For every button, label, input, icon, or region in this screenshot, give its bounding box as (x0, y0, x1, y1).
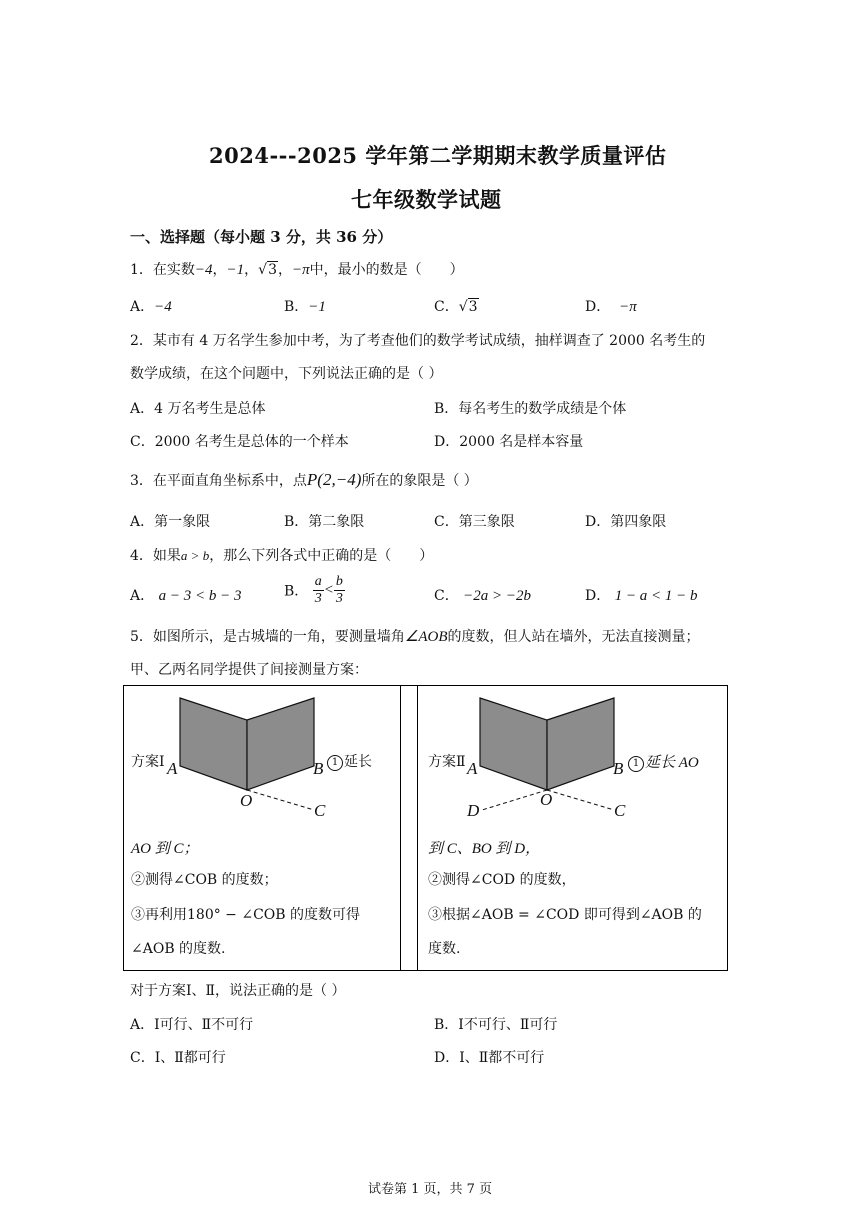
plan1-step1: 1 延长 (327, 751, 372, 771)
q5-option-c[interactable]: C．Ⅰ、Ⅱ都可行 (130, 1050, 226, 1066)
q1-prefix: 1．在实数 (130, 262, 195, 278)
plan2-wall-right (547, 698, 614, 790)
plan1-title: 方案Ⅰ (131, 754, 165, 770)
exam-title: 2024---2025 学年第二学期期末教学质量评估 (209, 143, 667, 168)
plan2-extension-oc (547, 790, 614, 810)
q5-option-b[interactable]: B．Ⅰ不可行、Ⅱ可行 (434, 1017, 558, 1033)
plan2-label-a: A (467, 759, 478, 778)
q2-option-c[interactable]: C．2000 名考生是总体的一个样本 (130, 434, 349, 450)
q3-option-b[interactable]: B．第二象限 (284, 514, 365, 530)
q1-suffix: 中，最小的数是（ ） (309, 262, 464, 278)
q4-option-d[interactable]: D． 1 − a < 1 − b (585, 588, 698, 604)
section-heading: 一、选择题（每小题 3 分，共 36 分） (130, 228, 393, 246)
plan1-label-a: A (167, 759, 178, 778)
plan1-label-o: O (240, 791, 253, 810)
plan2-label-d: D (467, 801, 480, 820)
q3-option-a[interactable]: A．第一象限 (130, 514, 211, 530)
q3-option-d[interactable]: D．第四象限 (585, 514, 667, 530)
plan1-step3: ③再利用180° − ∠COB 的度数可得 (131, 907, 361, 923)
table-divider-left (400, 685, 401, 970)
q4-condition: a > b (180, 548, 210, 563)
q5-option-d[interactable]: D．Ⅰ、Ⅱ都不可行 (434, 1050, 545, 1066)
plan2-title: 方案Ⅱ (428, 754, 466, 770)
question-5-line1: 5．如图所示，是古城墙的一角，要测量墙角∠AOB的度数，但人站在墙外，无法直接测量； (130, 629, 700, 645)
question-5-line2: 甲、乙两名同学提供了间接测量方案： (130, 662, 368, 678)
q3-point: P(2,−4) (306, 470, 362, 489)
q1-sqrt: √3 (258, 262, 278, 278)
q4-option-a[interactable]: A． a − 3 < b − 3 (130, 588, 242, 604)
plan1-wall-right (247, 698, 314, 790)
plan2-step1-cont: 到 C、BO 到 D， (428, 841, 541, 857)
exam-subtitle: 七年级数学试题 (351, 187, 502, 212)
plan1-step2: ②测得∠COB 的度数； (131, 872, 278, 888)
q1-option-a[interactable]: A．−4 (130, 299, 172, 315)
plan2-label-b: B (613, 759, 624, 778)
plan2-extension-od (482, 790, 547, 810)
plan2-wall-left (480, 698, 547, 790)
plan1-wall-left (180, 698, 247, 790)
q1-option-c[interactable]: C．√3 (434, 299, 478, 315)
plan1-step3-cont: ∠AOB 的度数. (131, 941, 226, 957)
plan1-step1-cont: AO 到 C； (131, 841, 199, 857)
q1-sqrt-value: 3 (268, 262, 278, 278)
plan2-label-o: O (540, 790, 553, 809)
q2-option-a[interactable]: A．4 万名考生是总体 (130, 401, 266, 417)
table-divider-right (417, 685, 418, 970)
q3-option-c[interactable]: C．第三象限 (434, 514, 515, 530)
q5-option-a[interactable]: A．Ⅰ可行、Ⅱ不可行 (130, 1017, 254, 1033)
q2-option-b[interactable]: B．每名考生的数学成绩是个体 (434, 401, 627, 417)
plan2-step3-cont: 度数. (428, 941, 461, 957)
q4-option-b[interactable]: B． $\frac{a}{3}$ < $\frac{b}{3}$ (284, 574, 343, 606)
plan2-step2: ②测得∠COD 的度数， (428, 872, 576, 888)
plan2-step1: 1 延长 AO (628, 751, 699, 772)
plan1-label-c: C (314, 801, 326, 820)
question-2-line1: 2．某市有 4 万名学生参加中考，为了考查他们的数学考试成绩，抽样调查了 2000 名考生的 (130, 333, 706, 349)
question-3: 3．在平面直角坐标系中，点P(2,−4)所在的象限是（ ） (130, 470, 478, 489)
q1-option-d[interactable]: D． −π (585, 299, 637, 315)
q1-num-2: −1 (226, 262, 245, 278)
q2-option-d[interactable]: D．2000 名是样本容量 (434, 434, 584, 450)
q1-option-b[interactable]: B．−1 (284, 299, 326, 315)
q4-option-c[interactable]: C． −2a > −2b (434, 588, 532, 604)
q1-num-4: −π (292, 262, 310, 278)
question-1: 1．在实数−4，−1，√3，−π中，最小的数是（ ） (130, 262, 464, 278)
plan2-step3: ③根据∠AOB = ∠COD 即可得到∠AOB 的 (428, 907, 702, 923)
question-4: 4．如果a > b，那么下列各式中正确的是（ ） (130, 548, 434, 564)
page-footer: 试卷第 1 页，共 7 页 (368, 1182, 493, 1197)
plan1-label-b: B (313, 759, 324, 778)
question-2-line2: 数学成绩，在这个问题中，下列说法正确的是（ ） (130, 366, 443, 382)
plan1-extension-line (247, 790, 314, 810)
plan2-label-c: C (614, 801, 626, 820)
question-5-prompt: 对于方案Ⅰ、Ⅱ，说法正确的是（ ） (130, 983, 346, 999)
q1-num-1: −4 (194, 262, 213, 278)
